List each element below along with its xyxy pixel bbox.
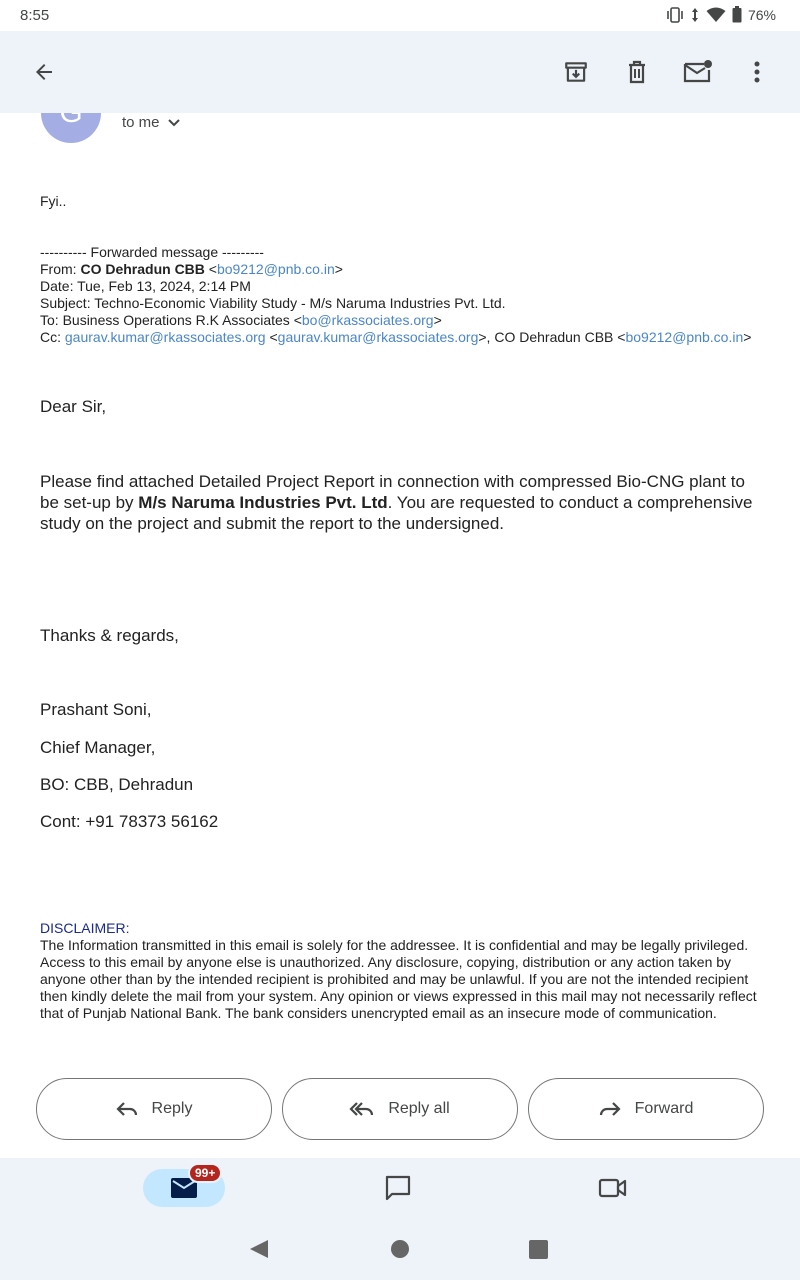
forwarded-header: ---------- Forwarded message --------- (40, 244, 264, 260)
nav-mail[interactable] (143, 1166, 225, 1207)
company-name: M/s Naruma Industries Pvt. Ltd (138, 493, 388, 512)
battery-percent: 76% (747, 6, 776, 23)
delete-icon (625, 59, 649, 85)
circle-home-icon (390, 1238, 410, 1260)
reply-button[interactable] (36, 1078, 272, 1140)
subject-line: Subject: Techno-Economic Viability Study - M/s Naruma Industries Pvt. Ltd. (40, 295, 506, 311)
reply-all-icon (350, 1101, 374, 1117)
forward-button[interactable] (528, 1078, 764, 1140)
wifi-icon (706, 7, 726, 23)
back-button[interactable] (24, 52, 64, 92)
reply-label: Reply (151, 1100, 193, 1117)
body-paragraph (40, 471, 765, 534)
mail-badge: 99+ (188, 1163, 222, 1183)
signature-contact: Cont: +91 78373 56162 (40, 812, 219, 831)
cc-line: Cc: gaurav.kumar@rkassociates.org <gaurav.kumar@rkassociates.org>, CO Dehradun CBB <bo9212@pnb.co.in> (40, 329, 752, 345)
signature-branch: BO: CBB, Dehradun (40, 775, 194, 794)
system-back-button[interactable] (248, 1238, 270, 1265)
recipient-details-toggle[interactable] (122, 114, 180, 131)
from-name: CO Dehradun CBB (80, 261, 205, 277)
closing: Thanks & regards, (40, 626, 179, 645)
from-email-link[interactable]: bo9212@pnb.co.in (216, 261, 335, 277)
recipient-label: to me (122, 114, 160, 131)
disclaimer-text: The Information transmitted in this email is solely for the addressee. It is confidential and may be legally privileged. Access to this email by anyone else is unauthorized. Any disclosure, copying, distribution or any action taken by anyone other than by the intended recipient is prohibited and may be unlawful. If you are not the intended recipient then kindly delete the mail from your system. Any opinion or views expressed in this mail may not necessarily reflect that of Punjab National Bank. The bank considers unencrypted email as an insecure mode of communication. (40, 937, 757, 1021)
status-bar (0, 0, 800, 31)
chat-icon (384, 1174, 412, 1202)
triangle-back-icon (248, 1238, 270, 1260)
reply-icon (116, 1101, 138, 1117)
system-home-button[interactable] (390, 1238, 410, 1265)
fyi-text: Fyi.. (40, 193, 67, 209)
chevron-down-icon (168, 119, 180, 127)
cc-label: Cc: (40, 329, 65, 345)
signature-title: Chief Manager, (40, 738, 156, 757)
system-recents-button[interactable] (528, 1238, 548, 1265)
nav-chat[interactable] (378, 1169, 418, 1207)
bottom-navigation (0, 1158, 800, 1280)
from-line: From: CO Dehradun CBB <bo9212@pnb.co.in> (40, 261, 343, 277)
forward-icon (599, 1101, 621, 1117)
to-email-link[interactable]: bo@rkassociates.org (301, 312, 434, 328)
cc-email-link-3[interactable]: bo9212@pnb.co.in (625, 329, 744, 345)
body-part-1: Please find attached Detailed Project Report in connection with compressed Bio-CNG plant to be set-up by (40, 472, 745, 512)
status-time: 8:55 (20, 7, 50, 24)
cc-name: CO Dehradun CBB (494, 329, 614, 345)
square-recents-icon (528, 1238, 548, 1260)
disclaimer-title: DISCLAIMER: (40, 920, 130, 936)
reply-all-button[interactable] (282, 1078, 518, 1140)
delete-button[interactable] (617, 52, 657, 92)
nav-meet[interactable] (593, 1169, 633, 1207)
meet-video-icon (598, 1177, 628, 1199)
status-icons (666, 6, 776, 23)
from-label: From: (40, 261, 81, 277)
more-vert-icon (754, 61, 760, 83)
signature-name: Prashant Soni, (40, 700, 152, 719)
mark-unread-button[interactable] (678, 52, 718, 92)
data-arrows-icon (690, 7, 700, 23)
to-label: To: Business Operations R.K Associates (40, 312, 294, 328)
greeting: Dear Sir, (40, 397, 107, 416)
reply-all-label: Reply all (388, 1100, 450, 1117)
to-line: To: Business Operations R.K Associates <bo@rkassociates.org> (40, 312, 442, 328)
cc-email-link-1[interactable]: gaurav.kumar@rkassociates.org (64, 329, 266, 345)
top-app-bar (0, 31, 800, 113)
archive-button[interactable] (556, 52, 596, 92)
archive-icon (563, 59, 589, 85)
date-line: Date: Tue, Feb 13, 2024, 2:14 PM (40, 278, 251, 294)
forward-label: Forward (634, 1100, 694, 1117)
email-content (0, 113, 800, 1158)
vibrate-icon (666, 7, 684, 23)
back-arrow-icon (32, 60, 56, 84)
cc-email-link-2[interactable]: gaurav.kumar@rkassociates.org (277, 329, 479, 345)
battery-icon (732, 6, 742, 23)
more-options-button[interactable] (737, 52, 777, 92)
email-actions (36, 1078, 764, 1140)
body-part-2: . You are requested to conduct a comprehensive study on the project and submit the report to the undersigned. (40, 493, 753, 533)
mark-unread-icon (683, 60, 713, 84)
